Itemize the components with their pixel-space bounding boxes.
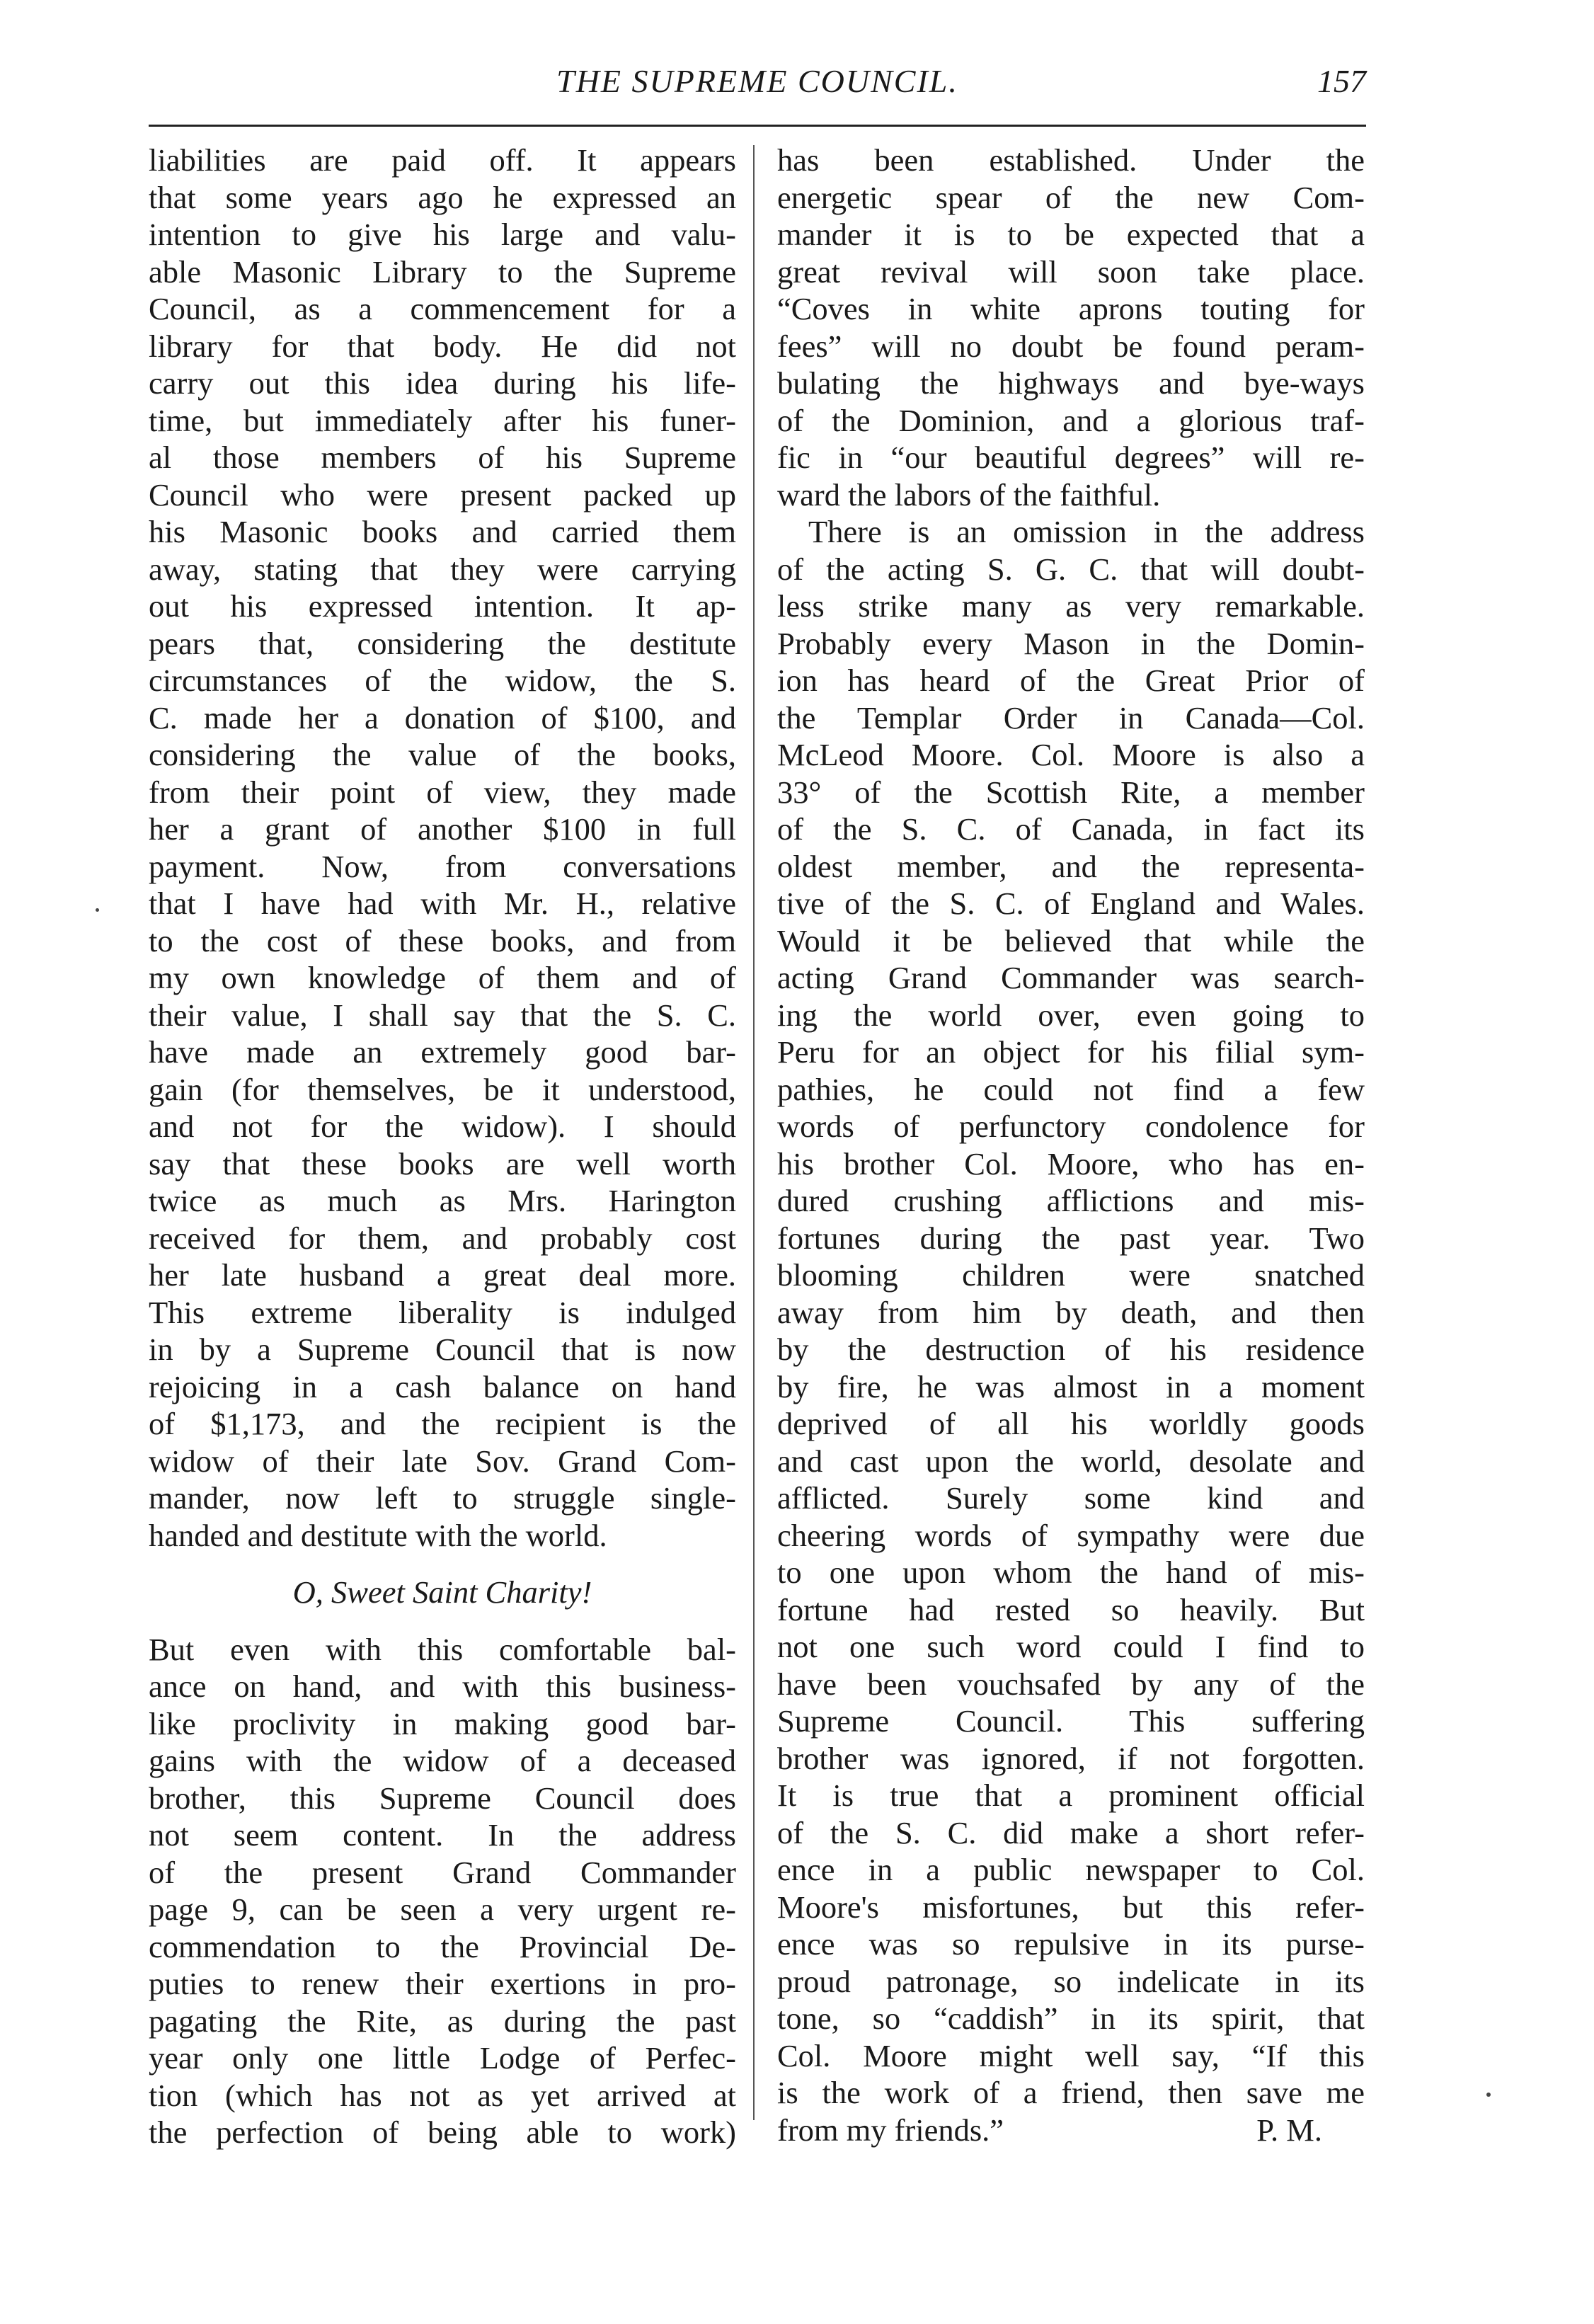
closing-text: from my friends.” (777, 2112, 1004, 2148)
text-line: afflicted. Surely some kind and (777, 1480, 1365, 1516)
text-line: blooming children were snatched (777, 1257, 1365, 1293)
text-line: tive of the S. C. of England and Wales. (777, 886, 1365, 921)
text-line: But even with this comfortable bal- (149, 1631, 736, 1667)
text-line: page 9, can be seen a very urgent re- (149, 1891, 736, 1927)
text-line: ence was so repulsive in its purse- (777, 1926, 1365, 1962)
signature: P. M. (1256, 2112, 1322, 2148)
text-line: Supreme Council. This suffering (777, 1703, 1365, 1739)
text-line: tion (which has not as yet arrived at (149, 2077, 736, 2113)
text-line: out his expressed intention. It ap- (149, 588, 736, 624)
text-line: her late husband a great deal more. (149, 1257, 736, 1293)
text-line: liabilities are paid off. It appears (149, 142, 736, 178)
left-column-text (149, 142, 736, 1554)
text-line: ance on hand, and with this business- (149, 1668, 736, 1704)
running-title: THE SUPREME COUNCIL. (556, 63, 958, 99)
text-line: and cast upon the world, desolate and (777, 1443, 1365, 1479)
text-line: bulating the highways and bye-ways (777, 365, 1365, 401)
text-line: from their point of view, they made (149, 774, 736, 810)
text-line: have made an extremely good bar- (149, 1034, 736, 1070)
text-line: of the acting S. G. C. that will doubt- (777, 551, 1365, 587)
text-line: Peru for an object for his filial sym- (777, 1034, 1365, 1070)
page-number: 157 (1317, 63, 1366, 99)
text-line: time, but immediately after his funer- (149, 402, 736, 438)
text-line: Would it be believed that while the (777, 922, 1365, 958)
closing-line (777, 2112, 1365, 2149)
text-line: ence in a public newspaper to Col. (777, 1852, 1365, 1887)
text-line: ion has heard of the Great Prior of (777, 663, 1365, 698)
text-line: by the destruction of his residence (777, 1332, 1365, 1367)
text-line: circumstances of the widow, the S. (149, 663, 736, 698)
text-line: Col. Moore might well say, “If this (777, 2037, 1365, 2073)
text-line: of the S. C. of Canada, in fact its (777, 811, 1365, 847)
print-speck (96, 908, 99, 912)
text-line: widow of their late Sov. Grand Com- (149, 1443, 736, 1479)
text-line: not seem content. In the address (149, 1817, 736, 1853)
text-line: less strike many as very remarkable. (777, 588, 1365, 624)
text-line: great revival will soon take place. (777, 253, 1365, 290)
text-line: of the present Grand Commander (149, 1854, 736, 1890)
text-line: like proclivity in making good bar- (149, 1705, 736, 1741)
text-line: her a grant of another $100 in full (149, 811, 736, 847)
text-line: gain (for themselves, be it understood, (149, 1071, 736, 1107)
text-line: handed and destitute with the world. (149, 1517, 607, 1553)
text-line: by fire, he was almost in a moment (777, 1368, 1365, 1404)
text-line: have been vouchsafed by any of the (777, 1666, 1365, 1702)
text-line: received for them, and probably cost (149, 1220, 736, 1256)
text-line: twice as much as Mrs. Harington (149, 1183, 736, 1218)
text-line: his brother Col. Moore, who has en- (777, 1145, 1365, 1181)
text-line: commendation to the Provincial De- (149, 1928, 736, 1964)
text-line: fees” will no doubt be found peram- (777, 328, 1365, 364)
text-line: away, stating that they were carrying (149, 551, 736, 587)
text-line: McLeod Moore. Col. Moore is also a (777, 737, 1365, 772)
text-line: fortunes during the past year. Two (777, 1220, 1365, 1256)
text-line: cheering words of sympathy were due (777, 1517, 1365, 1553)
text-line: Moore's misfortunes, but this refer- (777, 1889, 1365, 1925)
text-line: brother was ignored, if not forgotten. (777, 1740, 1365, 1776)
text-line: Council, as a commencement for a (149, 291, 736, 326)
text-line: intention to give his large and valu- (149, 217, 736, 252)
text-line: ing the world over, even going to (777, 997, 1365, 1033)
text-line: that I have had with Mr. H., relative (149, 886, 736, 921)
text-line: and not for the widow). I should (149, 1109, 736, 1144)
text-line: of the Dominion, and a glorious traf- (777, 402, 1365, 438)
left-column-text-after (149, 1631, 736, 2151)
text-line: energetic spear of the new Com- (777, 179, 1365, 215)
text-line: pagating the Rite, as during the past (149, 2003, 736, 2039)
text-line: mander it is to be expected that a (777, 217, 1365, 252)
text-line: dured crushing afflictions and mis- (777, 1183, 1365, 1218)
text-line: their value, I shall say that the S. C. (149, 997, 736, 1033)
text-line: say that these books are well worth (149, 1145, 736, 1181)
print-speck (1486, 2093, 1491, 2097)
text-line: of the S. C. did make a short refer- (777, 1814, 1365, 1850)
left-column (149, 142, 736, 2151)
text-line: pathies, he could not find a few (777, 1071, 1365, 1107)
text-line: that some years ago he expressed an (149, 179, 736, 215)
text-line: There is an omission in the address (808, 514, 1365, 549)
text-line: to the cost of these books, and from (149, 922, 736, 958)
text-line: fortune had rested so heavily. But (777, 1591, 1365, 1627)
text-line: words of perfunctory condolence for (777, 1109, 1365, 1144)
text-line: carry out this idea during his life- (149, 365, 736, 401)
text-line: It is true that a prominent official (777, 1778, 1365, 1813)
text-line: pears that, considering the destitute (149, 625, 736, 661)
right-column-text (777, 142, 1365, 2112)
text-line: the perfection of being able to work) (149, 2114, 736, 2150)
text-line: brother, this Supreme Council does (149, 1780, 736, 1816)
text-line: Council who were present packed up (149, 476, 736, 513)
text-line: is the work of a friend, then save me (777, 2075, 1365, 2110)
text-line: This extreme liberality is indulged (149, 1294, 736, 1330)
running-head (149, 58, 1366, 108)
text-line: in by a Supreme Council that is now (149, 1332, 736, 1367)
text-line: C. made her a donation of $100, and (149, 699, 736, 735)
text-line: fic in “our beautiful degrees” will re- (777, 440, 1365, 475)
text-line: Probably every Mason in the Domin- (777, 625, 1365, 661)
text-line: tone, so “caddish” in its spirit, that (777, 2000, 1365, 2036)
text-line: away from him by death, and then (777, 1294, 1365, 1330)
text-line: 33° of the Scottish Rite, a member (777, 774, 1365, 810)
header-rule (149, 125, 1366, 127)
text-line: al those members of his Supreme (149, 440, 736, 475)
text-line: payment. Now, from conversations (149, 848, 736, 884)
text-line: rejoicing in a cash balance on hand (149, 1368, 736, 1404)
text-line: year only one little Lodge of Perfec- (149, 2040, 736, 2076)
text-line: oldest member, and the representa- (777, 848, 1365, 884)
text-line: to one upon whom the hand of mis- (777, 1555, 1365, 1590)
text-line: not one such word could I find to (777, 1629, 1365, 1664)
text-line: mander, now left to struggle single- (149, 1480, 736, 1516)
text-line: of $1,173, and the recipient is the (149, 1406, 736, 1441)
text-line: gains with the widow of a deceased (149, 1743, 736, 1778)
text-line: acting Grand Commander was search- (777, 960, 1365, 995)
text-line: deprived of all his worldly goods (777, 1406, 1365, 1441)
right-column (777, 142, 1365, 2148)
text-line: puties to renew their exertions in pro- (149, 1966, 736, 2001)
text-line: ward the labors of the faithful. (777, 476, 1161, 513)
text-line: has been established. Under the (777, 142, 1365, 178)
text-line: library for that body. He did not (149, 328, 736, 364)
text-line: able Masonic Library to the Supreme (149, 253, 736, 290)
text-line: proud patronage, so indelicate in its (777, 1963, 1365, 1999)
column-divider (753, 145, 755, 2120)
text-line: his Masonic books and carried them (149, 514, 736, 549)
text-line: “Coves in white aprons touting for (777, 291, 1365, 326)
text-line: considering the value of the books, (149, 737, 736, 772)
text-line: my own knowledge of them and of (149, 960, 736, 995)
section-subheading: O, Sweet Saint Charity! (292, 1574, 592, 1610)
text-line: the Templar Order in Canada—Col. (777, 699, 1365, 735)
